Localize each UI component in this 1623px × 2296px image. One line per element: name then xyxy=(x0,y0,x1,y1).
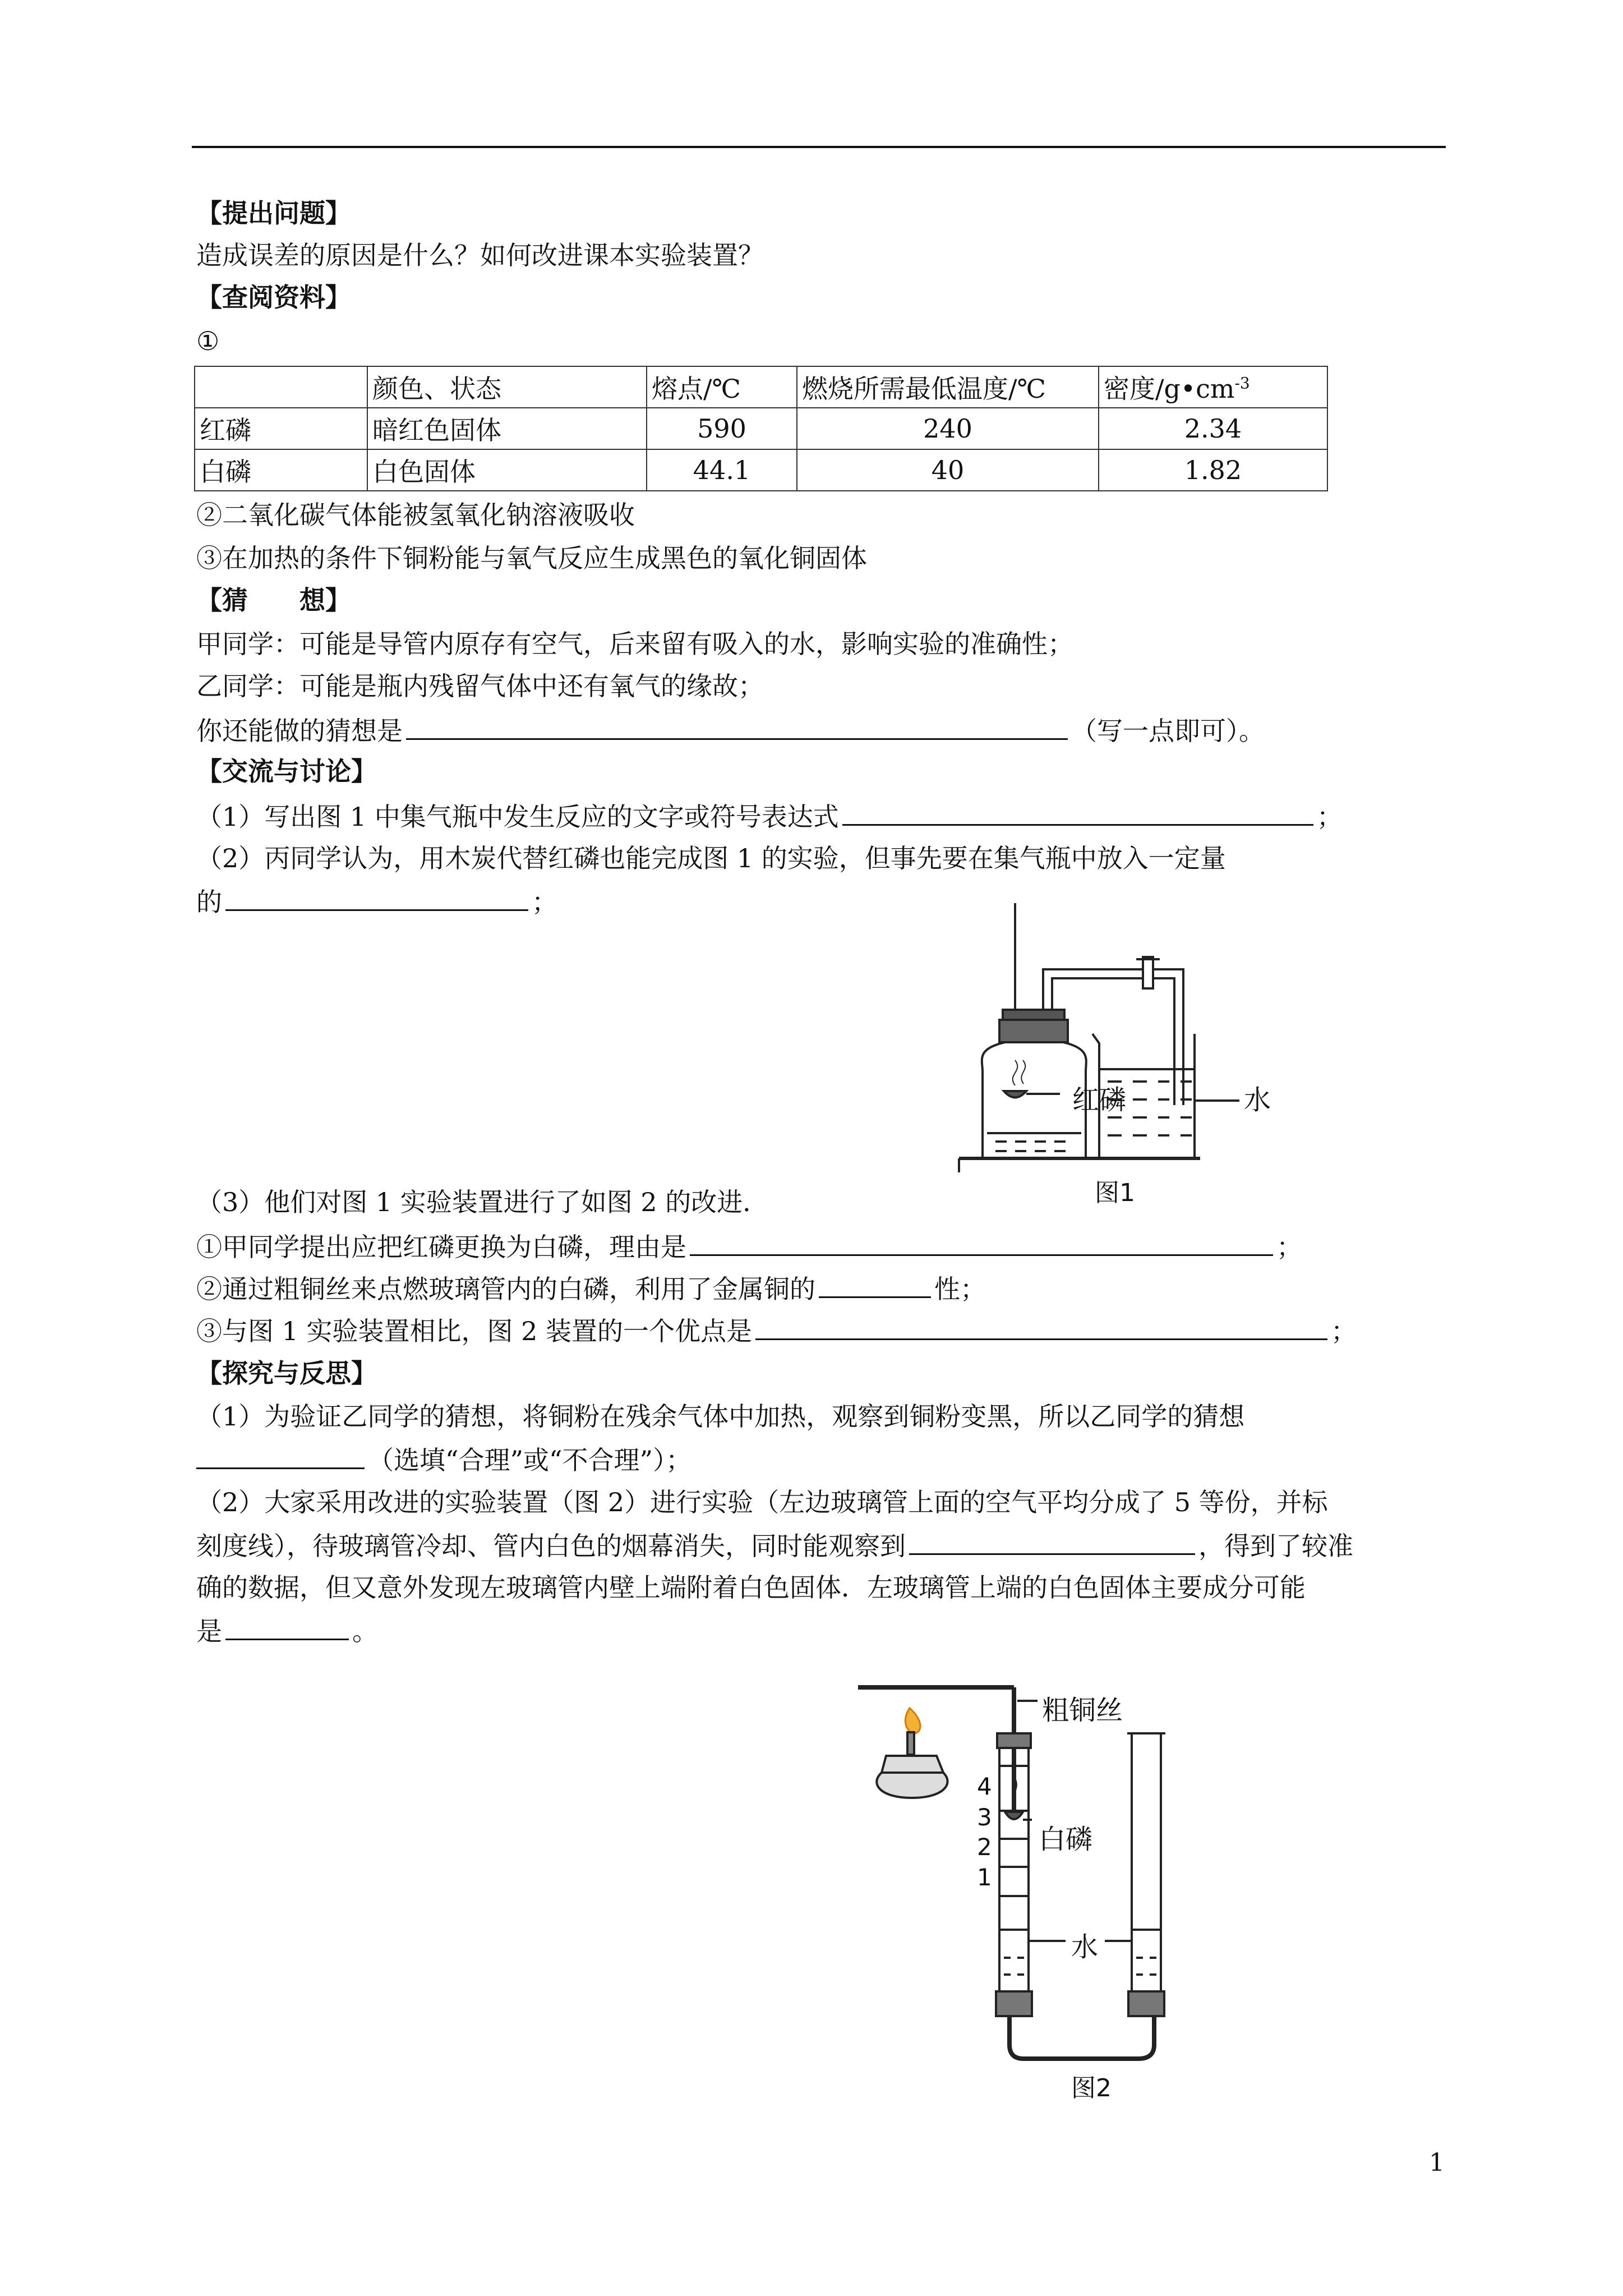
table-cell: 暗红色固体 xyxy=(367,408,647,449)
table-cell: 40 xyxy=(797,449,1099,491)
table-header-cell: 熔点/℃ xyxy=(647,366,797,408)
header-rule xyxy=(192,146,1446,148)
reflect-2-line-1: （2）大家采用改进的实验装置（图 2）进行实验（左边玻璃管上面的空气平均分成了 5 等份，并标 xyxy=(196,1487,1328,1517)
figure-2-caption: 图2 xyxy=(1071,2074,1112,2102)
table-cell: 590 xyxy=(647,408,797,449)
question-3c-suffix: ； xyxy=(1331,1316,1357,1346)
reflect-1-line-1: （1）为验证乙同学的猜想，将铜粉在残余气体中加热，观察到铜粉变黑，所以乙同学的猜想 xyxy=(196,1401,1245,1432)
question-3a xyxy=(196,1228,1302,1264)
question-2-prefix: 的 xyxy=(196,887,222,917)
table-row xyxy=(195,408,1327,449)
scale-mark: 3 xyxy=(977,1803,992,1831)
reference-item-2: ②二氧化碳气体能被氢氧化钠溶液吸收 xyxy=(196,500,635,530)
ask-text: 造成误差的原因是什么？如何改进课本实验装置？ xyxy=(196,240,764,270)
scale-mark: 2 xyxy=(977,1833,992,1861)
figure-2-apparatus xyxy=(847,1677,1239,2104)
heading-discuss: 【交流与讨论】 xyxy=(196,756,377,786)
reflect-2-line-4 xyxy=(196,1613,378,1648)
question-3b xyxy=(196,1271,986,1306)
question-2-line-2 xyxy=(196,884,557,919)
question-3: （3）他们对图 1 实验装置进行了如图 2 的改进． xyxy=(196,1187,769,1217)
heading-ask: 【提出问题】 xyxy=(196,198,351,228)
reflect-2-line-4-prefix: 是 xyxy=(196,1616,222,1646)
table-cell: 240 xyxy=(797,408,1099,449)
heading-reference: 【查阅资料】 xyxy=(196,282,351,312)
label-water-fig2: 水 xyxy=(1071,1931,1099,1963)
table-cell: 44.1 xyxy=(647,449,797,491)
question-3b-prefix: ②通过粗铜丝来点燃玻璃管内的白磷，利用了金属铜的 xyxy=(196,1274,815,1304)
table-cell: 红磷 xyxy=(195,408,367,449)
answer-blank-q2[interactable] xyxy=(225,884,528,911)
question-3a-prefix: ①甲同学提出应把红磷更换为白磷，理由是 xyxy=(196,1232,686,1262)
figure-1-apparatus xyxy=(953,903,1346,1206)
reflect-2-line-3: 确的数据，但又意外发现左玻璃管内壁上端附着白色固体．左玻璃管上端的白色固体主要成分可能 xyxy=(196,1572,1306,1603)
table-cell: 白色固体 xyxy=(367,449,647,491)
answer-blank-r1[interactable] xyxy=(196,1442,365,1469)
guess-c xyxy=(196,712,1265,748)
answer-blank-guess[interactable] xyxy=(406,712,1068,740)
reflect-2-line-4-suffix: 。 xyxy=(352,1616,378,1646)
table-header-row xyxy=(195,366,1327,408)
label-red-phosphorus: 红磷 xyxy=(1072,1084,1127,1116)
reference-item-3: ③在加热的条件下铜粉能与氧气反应生成黑色的氧化铜固体 xyxy=(196,543,867,573)
answer-blank-r2-solid[interactable] xyxy=(225,1613,349,1640)
density-header: 密度/g•cm xyxy=(1104,374,1235,404)
reflect-1-line-2 xyxy=(196,1442,691,1477)
heading-reflect: 【探究与反思】 xyxy=(196,1358,377,1388)
reflect-1-suffix: （选填“合理”或“不合理”）； xyxy=(368,1445,692,1475)
table-cell: 2.34 xyxy=(1099,408,1327,449)
question-3a-suffix: ； xyxy=(1276,1232,1302,1262)
scale-mark: 1 xyxy=(977,1864,992,1891)
question-3c-prefix: ③与图 1 实验装置相比，图 2 装置的一个优点是 xyxy=(196,1316,753,1346)
figure-1-caption: 图1 xyxy=(1095,1179,1135,1207)
scale-mark: 4 xyxy=(977,1773,992,1800)
guess-a: 甲同学：可能是导管内原存有空气，后来留有吸入的水，影响实验的准确性； xyxy=(196,629,1073,659)
answer-blank-q3b[interactable] xyxy=(819,1271,931,1298)
question-2-line-1: （2）丙同学认为，用木炭代替红磷也能完成图 1 的实验，但事先要在集气瓶中放入一定量 xyxy=(196,843,1226,873)
table-header-cell xyxy=(195,366,367,408)
guess-c-suffix: （写一点即可）。 xyxy=(1071,716,1265,746)
guess-b: 乙同学：可能是瓶内残留气体中还有氧气的缘故； xyxy=(196,671,764,701)
page-number: 1 xyxy=(1429,2148,1445,2177)
question-1-prefix: （1）写出图 1 中集气瓶中发生反应的文字或符号表达式 xyxy=(196,802,839,832)
reflect-2-suffix: ，得到了较准 xyxy=(1198,1531,1353,1561)
table-row xyxy=(195,449,1327,491)
table-header-cell: 燃烧所需最低温度/℃ xyxy=(797,366,1099,408)
reflect-2-prefix: 刻度线），待玻璃管冷却、管内白色的烟幕消失，同时能观察到 xyxy=(196,1531,906,1561)
answer-blank-q1[interactable] xyxy=(842,798,1313,826)
label-white-phosphorus: 白磷 xyxy=(1039,1824,1093,1855)
phosphorus-property-table xyxy=(194,366,1328,491)
table-header-cell: 颜色、状态 xyxy=(367,366,647,408)
answer-blank-q3a[interactable] xyxy=(690,1228,1273,1256)
question-1 xyxy=(196,798,1343,834)
reflect-2-line-2 xyxy=(196,1527,1353,1563)
table-cell: 白磷 xyxy=(195,449,367,491)
table-cell: 1.82 xyxy=(1099,449,1327,491)
label-water-fig1: 水 xyxy=(1244,1084,1271,1116)
label-copper-wire: 粗铜丝 xyxy=(1042,1695,1123,1726)
heading-guess: 【猜 想】 xyxy=(196,585,351,615)
guess-c-prefix: 你还能做的猜想是 xyxy=(196,716,403,746)
question-2-suffix: ； xyxy=(532,887,557,917)
question-1-suffix: ； xyxy=(1316,802,1343,832)
question-3c xyxy=(196,1313,1357,1348)
table-header-cell xyxy=(1099,366,1327,408)
answer-blank-r2-observe[interactable] xyxy=(909,1527,1195,1555)
answer-blank-q3c[interactable] xyxy=(755,1313,1327,1340)
density-exponent: -3 xyxy=(1234,374,1250,393)
question-3b-suffix: 性； xyxy=(934,1274,986,1304)
reference-item-1: ① xyxy=(196,326,220,356)
